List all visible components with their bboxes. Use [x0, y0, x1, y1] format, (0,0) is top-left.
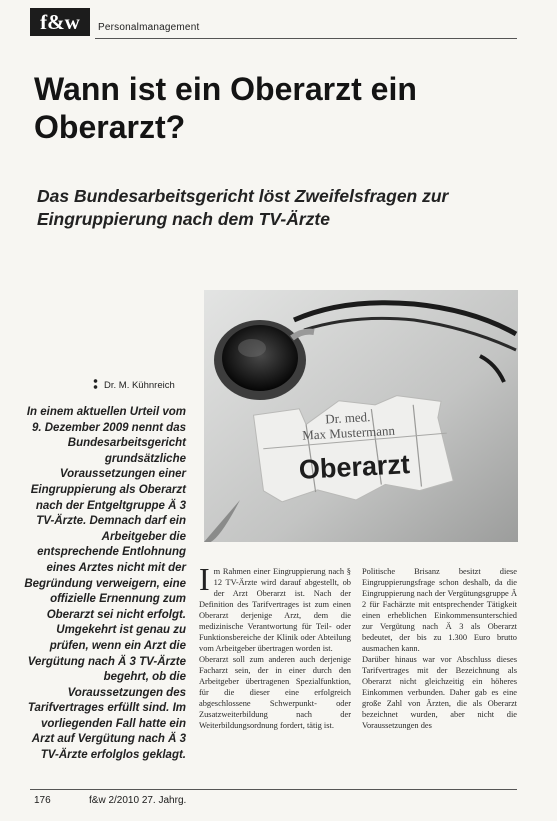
article-subtitle: Das Bundesarbeitsgericht löst Zweifelsfragen zur Eingruppierung nach dem TV-Ärzte — [37, 186, 449, 229]
section-label: Personalmanagement — [98, 22, 200, 33]
body-column-2 — [362, 566, 517, 731]
body-paragraph: Oberarzt soll zum anderen auch derjenige Facharzt sein, der in einer durch den Arbeitgeber übertragenen Spezialfunktion, für die dieser eine erfolgreich abgeschlossene Schwerpunkt- oder Zusatzweiterbildung nach der Weiterbildungsordnung fordert, tätig ist. — [199, 655, 351, 730]
article-title: Wann ist ein Oberarzt ein Oberarzt? — [34, 71, 417, 145]
body-paragraph: Darüber hinaus war vor Abschluss dieses Tarifvertrages mit der Bezeichnung als Oberarzt nicht gleichzeitig ein höheres Einkommen verbunden. Daher gab es eine große Zahl von Ärzten, die als Oberarzt bezeichnet wurden, aber nicht die Voraussetzungen des — [362, 655, 517, 730]
tag-title-line: Dr. med. — [324, 409, 371, 427]
body-column-1 — [199, 561, 351, 731]
colon-bullet-icon — [93, 379, 98, 390]
journal-logo: f&w — [30, 8, 90, 36]
header-rule — [95, 38, 517, 39]
page-number: 176 — [34, 795, 51, 806]
author-name: Dr. M. Kühnreich — [104, 380, 175, 391]
body-paragraph: Politische Brisanz besitzt diese Eingruppierungsfrage schon deshalb, da die Eingruppierung nach der Vergütungsgruppe Ä 2 für Fachärzte mit entsprechender Tätigkeit einen erheblichen Einkommensunterschied zur Vergütung nach Ä 3 als Oberarzt bedeutet, der bis zu 1.300 Euro brutto ausmachen kann. — [362, 567, 517, 653]
footer-rule — [30, 789, 517, 790]
article-photo — [204, 290, 518, 542]
body-paragraph: Im Rahmen einer Eingruppierung nach § 12 TV-Ärzte wird darauf abgestellt, ob der Arzt Oberarzt ist. Nach der Definition des Tarifvertrages ist zum einen Oberarzt derjenige Arzt, dem die medizinische Verantwortung für Teil- oder Funktionsbereiche der Klinik oder Abteilung vom Arbeitgeber übertragen worden ist. — [199, 561, 351, 653]
tag-role-word: Oberarzt — [298, 449, 411, 485]
drop-cap: I — [199, 561, 210, 597]
journal-issue: f&w 2/2010 27. Jahrg. — [89, 795, 187, 806]
stethoscope-nametag-illustration — [204, 290, 518, 542]
lead-paragraph: In einem aktuellen Urteil vom 9. Dezember 2009 nennt das Bundesarbeitsgericht grundsätzliche Voraussetzungen einer Eingruppierung als Oberarzt nach der Entgeltgruppe Ä 3 TV-Ärzte. Demnach darf ein Arbeitgeber die entsprechende Entlohnung eines Arztes nicht mit der Begründung verweigern, eine offizielle Ernennung zum Oberarzt sei nicht erfolgt. Umgekehrt ist genau zu prüfen, wenn ein Arzt die Vergütung nach Ä 3 TV-Ärzte begehrt, ob die Voraussetzungen des Tarifvertrages erfüllt sind. Im vorliegenden Fall hatte ein Arzt auf Vergütung nach Ä 3 TV-Ärzte erfolglos geklagt. — [24, 406, 186, 762]
author-line — [93, 379, 175, 391]
tag-name-line: Max Mustermann — [301, 422, 396, 443]
